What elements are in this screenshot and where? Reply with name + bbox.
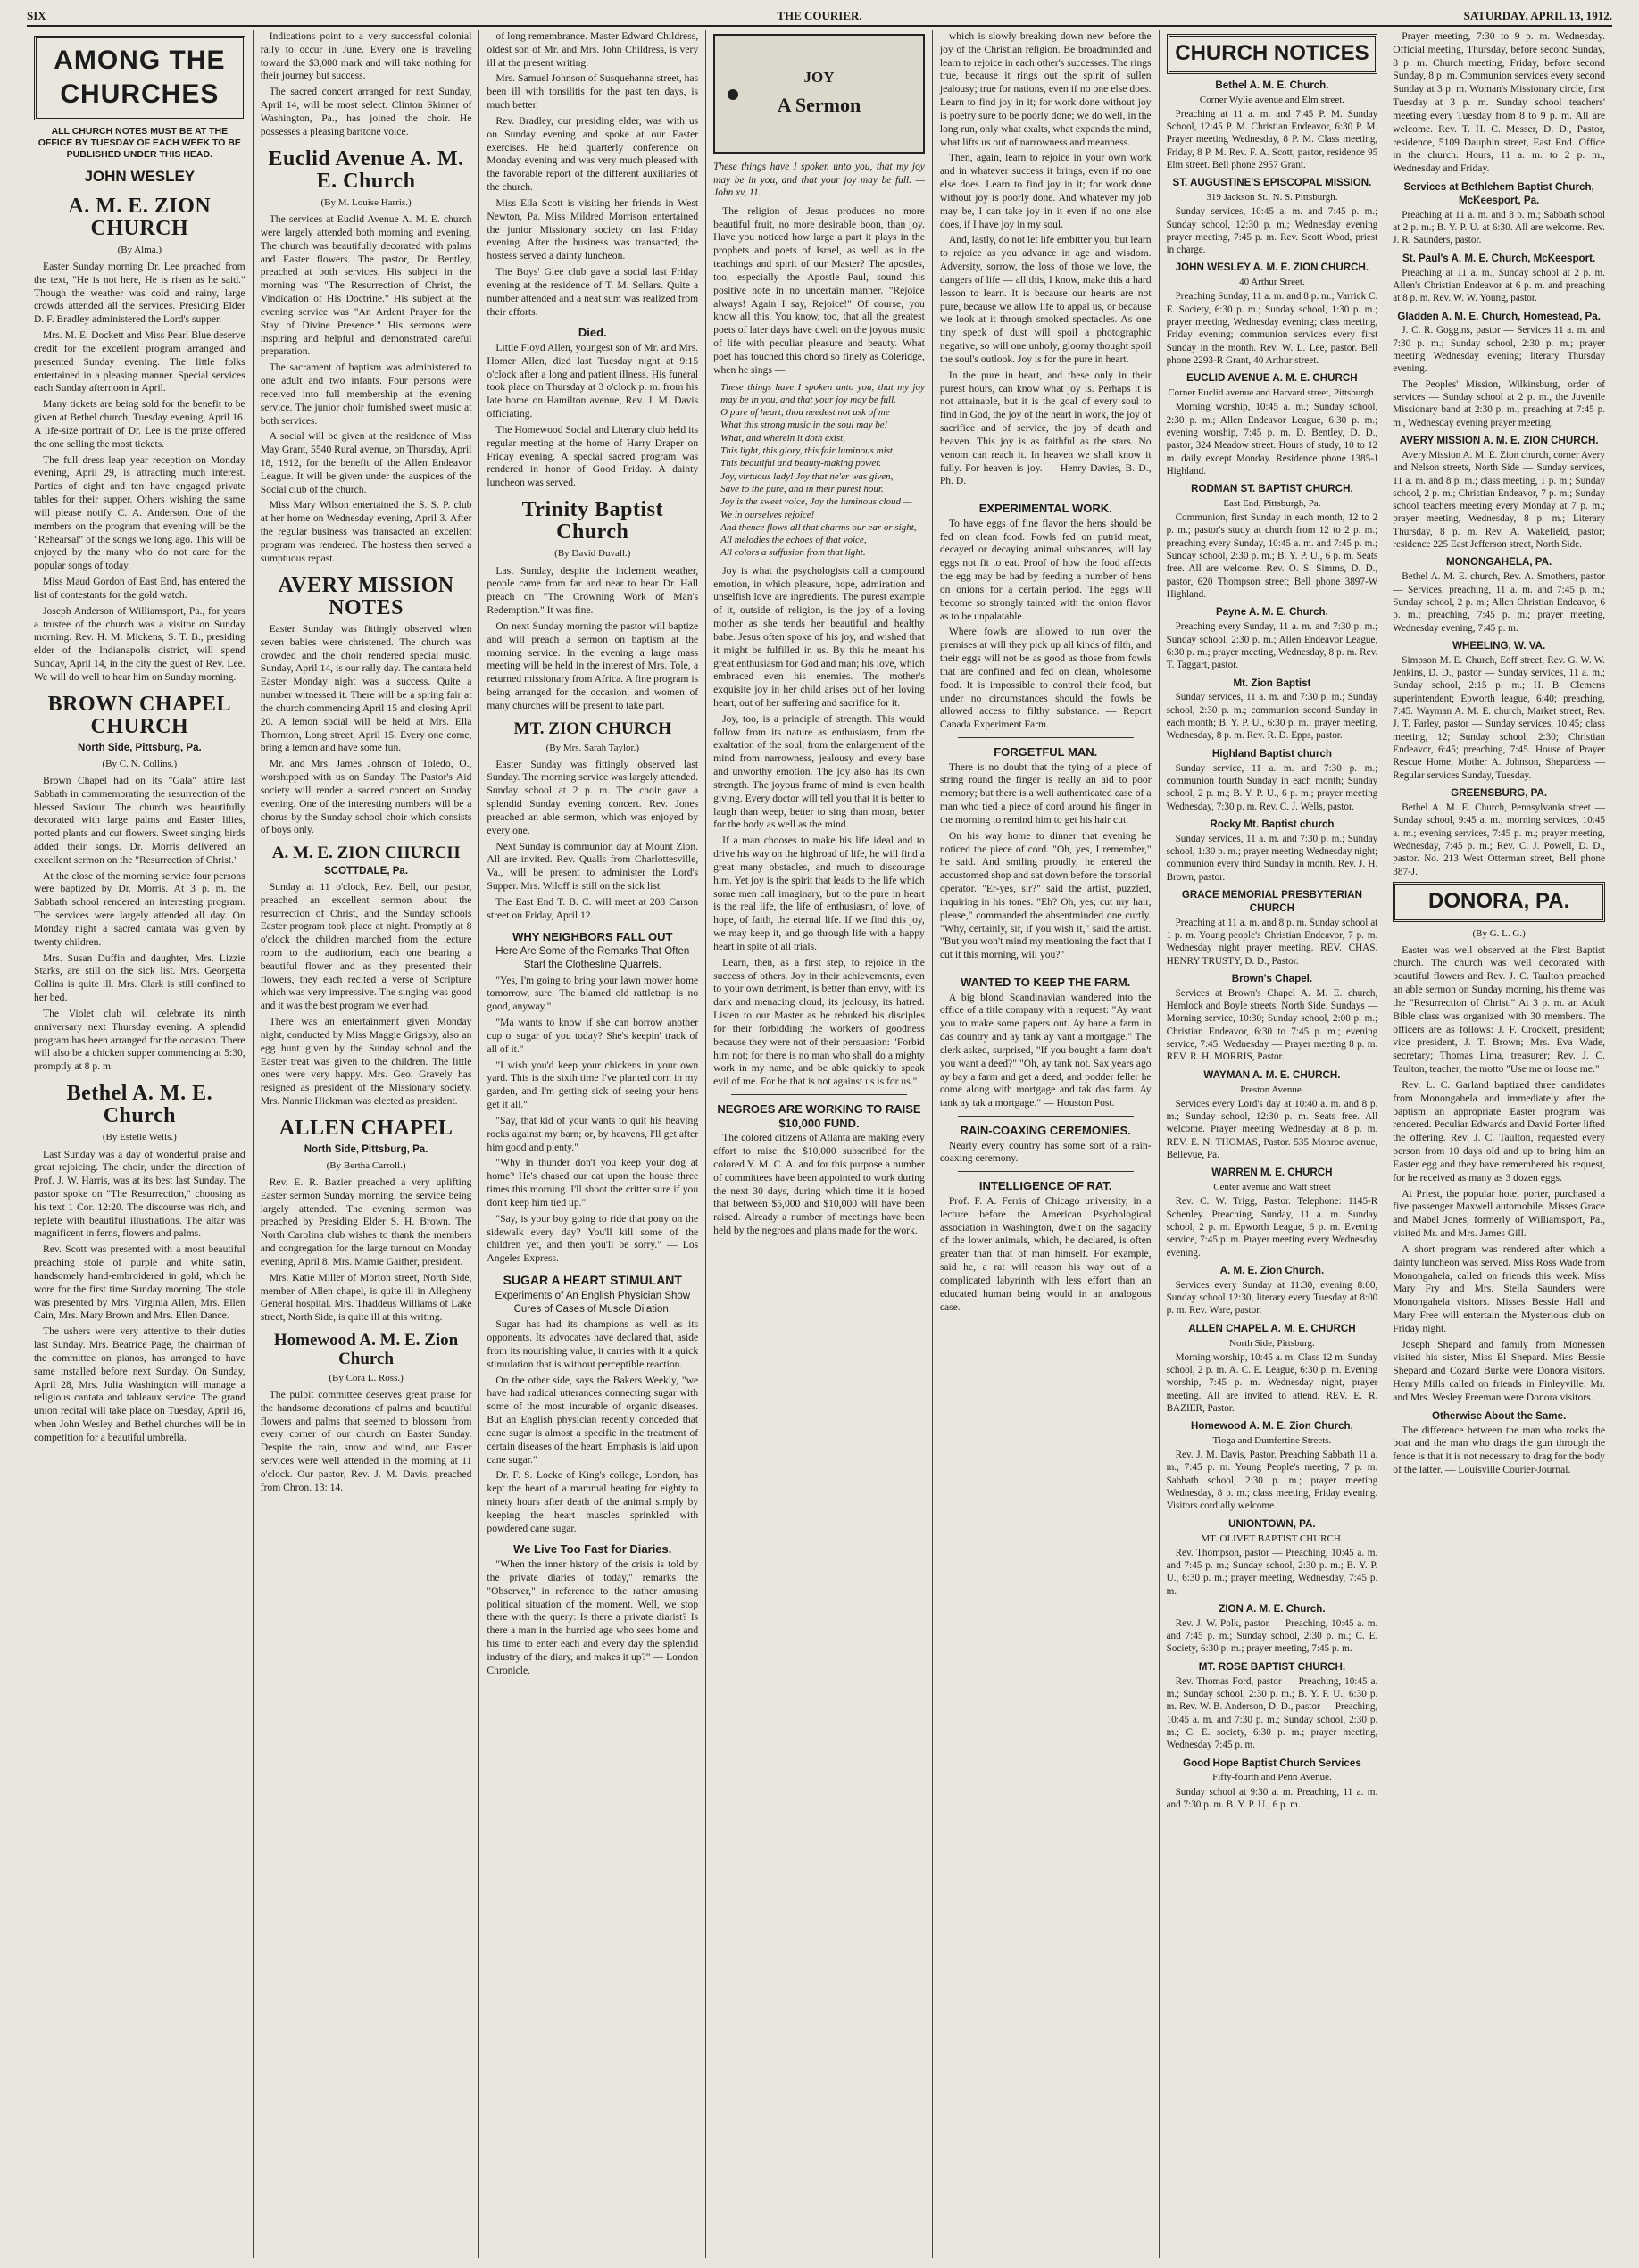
- article-headline: RAIN-COAXING CEREMONIES.: [960, 1124, 1131, 1138]
- article-headline: A. M. E. ZION CHURCH: [68, 194, 212, 240]
- paragraph: Nearly every country has some sort of a rain-coaxing ceremony.: [939, 1139, 1152, 1165]
- paragraph: The East End T. B. C. will meet at 208 Carson street on Friday, April 12.: [487, 895, 699, 921]
- article-headline: AVERY MISSION NOTES: [278, 573, 454, 619]
- church-listing-body: Sunday services, 10:45 a. m. and 7:45 p. m.; Sunday school, 12:30 p. m.; Wednesday evening prayer meeting, 7:45 p. m. Rev. Scott Wood, priest in charge.: [1166, 206, 1378, 256]
- article-headline: FORGETFUL MAN.: [994, 745, 1098, 759]
- sermon-banner: [713, 34, 925, 154]
- byline: (By Alma.): [117, 244, 162, 255]
- church-listing-body: Simpson M. E. Church, Eoff street, Rev. G. W. W. Jenkins, D. D., pastor — Sunday services, 11 a. m.; Sunday school, 2:15 p. m.; H. B. Clemens superintendent; Epworth league, 6:40; preaching, 7:45. Wayman A. M. E. church, Market street, Rev. J. T. Farley, pastor — Sunday services, 10:45; class meeting, 12; Sunday school, 2:30; Christian Endeavor, 6:45; preaching, 7:45. House of Prayer Rescue Home, Mother A. Johnson, Shepardess — Regular services Sunday, Tuesday.: [1393, 654, 1605, 781]
- church-listing-title: Highland Baptist church: [1211, 747, 1332, 760]
- church-listing-address: East End, Pittsburgh, Pa.: [1223, 498, 1321, 510]
- article-subhead: North Side, Pittsburg, Pa.: [78, 743, 202, 754]
- paragraph: The sacred concert arranged for next Sunday, April 14, will be most select. Clinton Skinner of Washington, Pa., has joined the choir. He possesses a pleasing baritone voice.: [260, 86, 472, 137]
- paragraph: If a man chooses to make his life ideal and to drive his way on the highroad of life, he will find a great many obstacles, and much to discourage him. Yet joy is the spirit that leads to the life which some men call imaginary, but to the pure in heart is the real life, the life of enthusiasm, of love, of hope, of faith, the eternal life. If we find this joy, we may keep it, and go through life with a happy heart in spite of all trials.: [713, 835, 925, 952]
- byline: (By Mrs. Sarah Taylor.): [545, 742, 639, 753]
- submission-notice: ALL CHURCH NOTES MUST BE AT THE OFFICE BY TUESDAY OF EACH WEEK TO BE PUBLISHED UNDER THIS HEAD.: [37, 125, 241, 161]
- church-listing-address: Tioga and Dumfertine Streets.: [1212, 1435, 1332, 1447]
- paragraph: "Ma wants to know if she can borrow another cup o' sugar of you today? She's keepin' track of all of it.": [487, 1017, 699, 1055]
- church-listing-title: Homewood A. M. E. Zion Church,: [1191, 1420, 1353, 1433]
- church-listing-title: WHEELING, W. VA.: [1452, 639, 1546, 652]
- article-headline: BROWN CHAPEL CHURCH: [47, 692, 232, 738]
- church-listing-body: Preaching at 11 a. m. and 8 p. m. Sunday school at 1 p. m. Young people's Christian Endeavor, 7 p. m. Wednesday night prayer meeting. REV. CHAS. HENRY TRUSTY, D. D., Pastor.: [1166, 917, 1378, 967]
- masthead: [27, 7, 1612, 27]
- church-listing-address: MT. OLIVET BAPTIST CHURCH.: [1201, 1533, 1344, 1544]
- article-headline: A. M. E. ZION CHURCH: [271, 843, 461, 863]
- newspaper-columns: [27, 30, 1612, 2258]
- church-listing-title: ALLEN CHAPEL A. M. E. CHURCH: [1188, 1322, 1356, 1334]
- paragraph: Prof. F. A. Ferris of Chicago university, in a lecture before the American Psychological association in Washington, dwelt on the sagacity of the lower animals, which, he declared, is often greater than that of man himself. For example, said he, a rat will reason his way out of a complicated labyrinth with less effort than an educated human being would in an analogous case.: [939, 1194, 1152, 1313]
- column-1: [27, 30, 254, 2258]
- paragraph: A big blond Scandinavian wandered into the office of a title company with a request: "Ay want you to make some papers out. Ay bane a farm in das country and ay tank ay vant a mortgage." The clerk asked, surprised, "If you bought a farm don't you want a deed?" "Oh, ay tank not. Sax years ago ay bay a farm and get a deed, and podder feller he come along with mortgage and tak das farm. Ay tank ay tak a mortgage." — Houston Post.: [939, 991, 1152, 1109]
- article-headline: SUGAR A HEART STIMULANT: [503, 1272, 682, 1287]
- paragraph: The religion of Jesus produces no more beautiful fruit, no more desirable boon, than joy. Have you noticed how large a part it plays in the prophets and poets of Israel, as well as in the teachings and spirit of our Master? The apostles, too, especially the Apostle Paul, sound this positive note in no uncertain manner. "Rejoice always! Again I say, Rejoice!" Of course, you know all this. You know, too, that all the greatest poets of later days have dwelt on the joyous music of life with peculiar pleasure and beauty. What poet has touched this chord so finely as Coleridge, when he sings —: [713, 204, 925, 376]
- church-listing-address: 40 Arthur Street.: [1239, 277, 1305, 288]
- church-listing-title: MONONGAHELA, PA.: [1445, 556, 1552, 569]
- article-subhead: SCOTTDALE, Pa.: [324, 866, 409, 877]
- paragraph: On next Sunday morning the pastor will baptize and will preach a sermon on baptism at the morning service. In the evening a large mass meeting will be held in the interest of Mrs. Tole, a returned missionary from Africa. A fine program is being arranged for the occasion, and women of many churches will be present to take part.: [487, 619, 699, 711]
- paragraph: Indications point to a very successful colonial rally to occur in June. Every one is traveling toward the $3,000 mark and will take nothing for their journey but success.: [260, 30, 472, 82]
- church-listing-title: A. M. E. Zion Church.: [1219, 1264, 1325, 1276]
- church-listing-body: Morning worship, 10:45 a. m.; Sunday school, 2:30 p. m.; Allen Endeavor League, 6:30 p. m.; evening worship, 7:45 p. m. D. Bentley, D. D., pastor, 324 Meadow street. Hours of study, 10 to 12 m. daily except Monday. Residence phone 1385-J Highland.: [1166, 402, 1378, 477]
- issue-date: SATURDAY, APRIL 13, 1912.: [1463, 9, 1612, 22]
- church-listing-address: North Side, Pittsburg.: [1229, 1337, 1315, 1349]
- byline: (By Estelle Wells.): [102, 1132, 177, 1143]
- paper-name: THE COURIER.: [777, 9, 862, 22]
- church-listing-title: ZION A. M. E. Church.: [1219, 1602, 1326, 1615]
- paragraph: At the close of the morning service four persons were baptized by Dr. Morris. At 3 p. m. the Sabbath school rendered an interesting program. The services were largely attended all day. On Monday night a sacred cantata was given by twenty children.: [34, 869, 245, 948]
- church-listing-title: St. Paul's A. M. E. Church, McKeesport.: [1402, 252, 1596, 264]
- church-listing-address: Preston Avenue.: [1240, 1084, 1304, 1095]
- article-headline: NEGROES ARE WORKING TO RAISE $10,000 FUND.: [717, 1102, 921, 1130]
- church-listing-title: Gladden A. M. E. Church, Homestead, Pa.: [1397, 310, 1601, 322]
- paragraph: There is no doubt that the tying of a piece of string round the finger is really an aid to poor memory; but there is a well authenticated case of a man who tied a piece of cord around his finger in the morning to remind him to get his hair cut.: [939, 760, 1152, 826]
- church-listing-title: GREENSBURG, PA.: [1451, 787, 1548, 800]
- section-title-box: AMONG THE CHURCHES: [34, 36, 245, 120]
- article-kicker: JOHN WESLEY: [84, 168, 196, 186]
- paragraph: Mrs. Susan Duffin and daughter, Mrs. Lizzie Starks, are still on the sick list. Mrs. Georgetta Collins is quite ill. Mrs. Clark is still confined to her bed.: [34, 951, 245, 1004]
- church-listing-title: JOHN WESLEY A. M. E. ZION CHURCH.: [1175, 262, 1369, 274]
- church-listing-body: Rev. Thomas Ford, pastor — Preaching, 10:45 a. m.; Sunday school, 2:30 p. m.; B. Y. P. U., 6:30 p. m. Rev. W. B. Anderson, D. D., pastor — Preaching, 10:45 a. m. and 7:30 p. m.; Sunday school, 2:30 p. m.; C. E. society, 6:30 p. m.; prayer meeting, Wednesday 7:45 p. m.: [1166, 1675, 1378, 1751]
- divider: [958, 737, 1134, 738]
- paragraph: The services at Euclid Avenue A. M. E. church were largely attended both morning and evening. The church was beautifully decorated with palms and Easter flowers. The pastor, Dr. Bentley, preached at both services. His subject in the morning was "The Resurrection of Christ, the Vindication of His Doctrine." His subject at the evening service was "An Ardent Prayer for the Stay of Divine Presence." His sermons were inspiring and helpful and demonstrated careful preparation.: [260, 213, 472, 358]
- paragraph: Joy is what the psychologists call a compound emotion, in which pleasure, hope, admiration and unselfish love are ingredients. The purest example of it, outside of religion, is the joy of a loving mother as she tends her beautiful and healthy babe. Jesus often spoke of his joy, and wished that it might be fulfilled in us. By this he meant his great enthusiasm for God and man; his love, which embraced even his enemies. The mother's exquisite joy in her child arises out of her loving heart, out of her suffering and sacrifice for it.: [713, 564, 925, 709]
- paragraph: Many tickets are being sold for the benefit to be given at Bethel church, Tuesday evening, April 16. A life-size portrait of Dr. Lee is the prize offered the one selling the most tickets.: [34, 398, 245, 450]
- paragraph: Miss Mary Wilson entertained the S. S. P. club at her home on Wednesday evening, April 3. After the regular business was transacted an excellent program was rendered. The hostess then served a sumptuous repast.: [260, 499, 472, 564]
- paragraph: Miss Maud Gordon of East End, has entered the list of contestants for the gold watch.: [34, 576, 245, 601]
- paragraph: A short program was rendered after which a dainty luncheon was served. Miss Ross Wade from Monongahela, called on friends this week. Miss Mary Fry and Mrs. Stella Saunders were Monongahela visitors. Misses Bessie Hall and Mary Free will entertain the Mysterious club on Friday night.: [1393, 1242, 1605, 1334]
- paragraph: Brown Chapel had on its "Gala" attire last Sabbath in commemorating the resurrection of the blessed Saviour. The church was beautifully decorated with large palms and Easter lilies, potted plants and cut flowers. Sweet singing birds added their songs. Dr. Morris delivered an excellent sermon on the "Resurrection of Christ.": [34, 774, 245, 866]
- paragraph: The colored citizens of Atlanta are making every effort to raise the $10,000 subscribed for the colored Y. M. C. A. and for this purpose a number of committees have been appointed to work during the next 30 days, during which time it is hoped that between $5,000 and $10,000 will have been raised. Already a number of meetings have been held by the negroes and plans made for the work.: [713, 1132, 925, 1236]
- divider: [731, 1094, 907, 1095]
- paragraph: Dr. F. S. Locke of King's college, London, has kept the heart of a mammal beating for eighty to ninety hours after death of the animal simply by keeping the heart muscles sprinkled with powdered cane sugar.: [487, 1469, 699, 1534]
- paragraph: The Violet club will celebrate its ninth anniversary next Thursday evening. A splendid program has been arranged for the occasion. There will also be a chicken supper commencing at 5:30, promptly at 8 p. m.: [34, 1007, 245, 1073]
- church-listing-title: Bethel A. M. E. Church.: [1215, 79, 1329, 91]
- byline: (By Cora L. Ross.): [329, 1372, 404, 1383]
- paragraph: There was an entertainment given Monday night, conducted by Miss Maggie Grigsby, also an egg hunt given by the Sunday school and the Easter treat was given to the children. The little ones were very happy. Mrs. Geo. Gravely has resigned as president of the Missionary society. Mrs. Nannie Hickman was elected as president.: [260, 1016, 472, 1108]
- paragraph: "When the inner history of the crisis is told by the private diaries of today," remarks the "Observer," in reference to the rather amusing political situation of the moment. Well, we stop there with the query: Is there a private diarist? Is there a man in the hurried age who sees home and his time to enter each and every day the splendid industry of the diary, and makes it up?" — London Chronicle.: [487, 1558, 699, 1676]
- paragraph: The Homewood Social and Literary club held its regular meeting at the home of Harry Draper on Friday evening. A special sacred program was rendered in honor of Good Friday. A dainty luncheon was served.: [487, 423, 699, 489]
- article-headline: Homewood A. M. E. Zion Church: [273, 1331, 459, 1368]
- paragraph: Easter Sunday was fittingly observed when seven babies were christened. The church was crowded and the choir rendered special music. Sunday, April 14, is our rally day. The cantata held Easter Monday night was a success. Quite a number witnessed it. There will be a spring fair at the church commencing April 15 and closing April 20. A lemon social will be held at Mrs. Ella Thornton, Long street, April 15. Every one come, bring a lemon and have some fun.: [260, 622, 472, 754]
- church-listing-body: Avery Mission A. M. E. Zion church, corner Avery and Nelson streets, North Side — Sunday services, 11 a. m. and 8 p. m.; class meeting, 1 p. m.; Sunday school, 2 p. m.; Christian Endeavor, 7 p. m.; Sunday school teachers meeting every Monday at 7 p. m.; prayer meeting, Wednesday, 8 p. m.; Literary Thursday, 8 p. m. Rev. A. Wakefield, pastor; residence 225 East Jefferson street, North Side.: [1393, 449, 1605, 551]
- paragraph: The sacrament of baptism was administered to one adult and two infants. Four persons were received into full membership at the evening service. The junior choir furnished sweet music at both services.: [260, 361, 472, 427]
- paragraph: Learn, then, as a first step, to rejoice in the success of others. Joy in their achievements, even to your own detriment, is better than envy, with its dark and menacing cloud, its jealousy, its hatred. Listen to our Master as he rebuked his disciples for their forbidding the workers of goodness because they were not of their persuasion: "Forbid him not; for there is no man who shall do a mighty work in my name, and be able quickly to speak evil of me. For he that is not against us is for us.": [713, 956, 925, 1088]
- church-listing-title: RODMAN ST. BAPTIST CHURCH.: [1191, 483, 1353, 495]
- paragraph: Where fowls are allowed to run over the premises at will they pick up all kinds of filth, and their eggs will not be as good as those from fowls that are confined and fed on clean, wholesome food. It is impossible to control their food, but under no circumstances should the fowls be allowed access to filthy substance. — Report Canada Experiment Farm.: [939, 626, 1152, 731]
- paragraph: "Say, that kid of your wants to quit his heaving rocks against my barn; or, by heavens, I'll get after him good and plenty.": [487, 1114, 699, 1153]
- church-listing-body: Bethel A. M. E. church, Rev. A. Smothers, pastor — Services, preaching, 11 a. m. and 7:45 p. m.; Sunday school, 2 p. m.; Allen Christian Endeavor, 6 p. m.; preaching, 7:45 p. m.; prayer meeting, Wednesday evening, 7:45 p. m.: [1393, 571, 1605, 634]
- paragraph: Rev. Scott was presented with a most beautiful preaching stole of purple and white satin, handsomely hand-embroidered in gold, which he wore for the first time Sunday morning. The stole was presented by Mrs. Virginia Allen, Mrs. Ellen Cain, Mrs. Mary Brown and Mrs. Ellen Dance.: [34, 1243, 245, 1322]
- church-listing-body: Rev. J. M. Davis, Pastor. Preaching Sabbath 11 a. m., 7:45 p. m. Young People's meeting, 7 p. m. Sabbath school, 2:30 p. m.; prayer meeting Wednesday, 8 p. m.; class meeting, Friday evening. Visitors cordially welcome.: [1166, 1450, 1378, 1512]
- paragraph: Mr. and Mrs. James Johnson of Toledo, O., worshipped with us on Sunday. The Pastor's Aid society will render a sacred concert on Sunday evening. One of the interesting numbers will be a chorus by the Sunday school choir which consists of boys only.: [260, 758, 472, 836]
- church-listing-title: Brown's Chapel.: [1231, 972, 1313, 984]
- scripture-text: These things have I spoken unto you, that my joy may be in you, and that your joy may be full. — John xv, 11.: [713, 162, 925, 199]
- byline: (By G. L. G.): [1472, 927, 1526, 939]
- church-listing-body: Services every Sunday at 11:30, evening 8:00, Sunday school 12:30, literary every Tuesday at 8:00 p. m. Rev. Ware, pastor.: [1166, 1279, 1378, 1317]
- church-listing-address: Fifty-fourth and Penn Avenue.: [1212, 1772, 1332, 1783]
- paragraph: And, lastly, do not let life embitter you, but learn to rejoice as you advance in age and wisdom. Adversity, sorrow, the loss of those we love, the dangers of life — all this, I know, make this a hard lesson to learn. It is because our hearts are not pure, because we allow life to appal us, or because we look at it through smoked spectacles. As one tiny speck of dust will spoil a photographic negative, so will one unholy, gloomy thought spoil the soul's outlook. Joy is for the pure in heart.: [939, 234, 1152, 365]
- article-headline: We Live Too Fast for Diaries.: [513, 1542, 672, 1557]
- article-headline: Bethel A. M. E. Church: [66, 1082, 213, 1128]
- paragraph: which is slowly breaking down new before the joy of the Christian religion. Be broadminded and learn to rejoice in each other's successes. The rings true, because it rings out the spirit of sullen jealousy; true for nations, even if no one else does. Learn to find joy in it; for work done without joy is poetry sure to be poorly done; we do well, in the long run, only what exalts, what expands the mind, what lifts us out of narrowness and meanness.: [939, 30, 1152, 148]
- column-7: [1385, 30, 1612, 2258]
- article-headline: EXPERIMENTAL WORK.: [978, 502, 1112, 516]
- church-listing-body: Preaching Sunday, 11 a. m. and 8 p. m.; Varrick C. E. Society, 6:30 p. m.; Sunday school, 1:30 p. m.; prayer meeting, Wednesday evening; class meeting, Friday evening; communion services every first Sunday in the month. Rev. W. L. Lee, pastor. Bell phone 2293-R Grant, 40 Arthur street.: [1166, 291, 1378, 367]
- divider: [958, 1171, 1134, 1172]
- paragraph: Joseph Anderson of Williamsport, Pa., for years a trustee of the church was a visitor on Sunday morning. Rev. H. M. Mickens, S. T. B., presiding elder of the Indianapolis district, will spend Sunday, April 14, in the city the guest of Rev. Lee. We will do well to hear him on Sunday morning.: [34, 604, 245, 683]
- church-listing-title: WARREN M. E. CHURCH: [1211, 1167, 1333, 1179]
- byline: (By C. N. Collins.): [102, 758, 178, 769]
- church-listing-address: Corner Euclid avenue and Harvard street, Pittsburgh.: [1168, 387, 1377, 399]
- church-listing-body: Bethel A. M. E. Church, Pennsylvania street — Sunday school, 9:45 a. m.; morning services, 10:45 a. m.; evening services, 7:45 p. m.; prayer meeting, Wednesday, 7:45 p. m.; Rev. C. J. Powell, D. D., pastor. No. 213 West Otterman street, Bell phone 387-J.: [1393, 802, 1605, 877]
- article-subhead: Experiments of An English Physician Show Cures of Cases of Muscle Dilation.: [495, 1290, 691, 1315]
- paragraph: On the other side, says the Bakers Weekly, "we have had radical utterances connecting sugar with some of the most incurable of organic diseases. But an English physician recently conceded that cane sugar is almost a specific in the treatment of certain diseases of the heart. Emphasis is laid upon cane sugar.": [487, 1374, 699, 1466]
- church-listing-address: Corner Wylie avenue and Elm street.: [1199, 94, 1345, 105]
- church-listing-title: MT. ROSE BAPTIST CHURCH.: [1198, 1660, 1346, 1673]
- byline: (By M. Louise Harris.): [320, 197, 412, 208]
- paragraph: The Boys' Glee club gave a social last Friday evening at the residence of T. M. Sellars. Quite a number attended and a neat sum was realized from their efforts.: [487, 266, 699, 318]
- church-listing-body: Services at Brown's Chapel A. M. E. church, Hemlock and Boyle streets, North Side. Sundays — Morning service, 10:30; Sunday school, 2:00 p. m.; Christian Endeavor, 6:30 to 7:45 p. m.; evening service, 7:45. Wednesday — Prayer meeting 8 p. m. REV. R. H. MORRIS, Pastor.: [1166, 987, 1378, 1063]
- paragraph: Easter Sunday morning Dr. Lee preached from the text, "He is not here, He is risen as he said." Though the weather was cold and rainy, large crowds attended all the services. Presiding Elder D. F. Bradley administered the Lord's supper.: [34, 261, 245, 326]
- church-listing-body: Preaching at 11 a. m. and 8 p. m.; Sabbath school at 2 p. m.; B. Y. P. U. at 6:30. All are welcome. Rev. J. R. Saunders, pastor.: [1393, 209, 1605, 246]
- column-2: [254, 30, 480, 2258]
- paragraph: Easter Sunday was fittingly observed last Sunday. The morning service was largely attended. Sunday school at 2 p. m. The choir gave a splendid Sunday evening concert. Rev. Jones preached an able sermon, which was enjoyed by every one.: [487, 758, 699, 836]
- paragraph: "Why in thunder don't you keep your dog at home? He's chased our cat upon the house three times this morning. I'll shoot the critter sure if you don't keep him tied up.": [487, 1157, 699, 1209]
- paragraph: "Yes, I'm going to bring your lawn mower home tomorrow, sure. The blamed old rattletrap is no good, anyway.": [487, 974, 699, 1013]
- church-listing-title: Mt. Zion Baptist: [1233, 677, 1311, 689]
- church-listing-title: AVERY MISSION A. M. E. ZION CHURCH.: [1399, 435, 1599, 447]
- paragraph: In the pure in heart, and these only in their purest hours, can know what joy is. Perhaps it is not attainable, but it is the goal of every soul to find in God, the joy of the heart in work, the joy of sacrifice and of service, the joy of death and heaven. This joy is as faithful as the stars. No venom can reach it. In heaven we shall know it fully. For heaven is joy. — Henry Davies, B. D., Ph. D.: [939, 369, 1152, 487]
- article-headline: INTELLIGENCE OF RAT.: [978, 1179, 1112, 1193]
- paragraph: Last Sunday, despite the inclement weather, people came from far and near to hear Dr. Hall preach on "The Crowning Work of Man's Redemption." It was fine.: [487, 564, 699, 617]
- paragraph: "I wish you'd keep your chickens in your own yard. This is the sixth time I've planted corn in my garden, and I'm getting sick of seeing your hens get it all.": [487, 1059, 699, 1111]
- divider: [958, 1116, 1134, 1117]
- church-notices-title: CHURCH NOTICES: [1167, 34, 1378, 74]
- church-listing-address: 319 Jackson St., N. S. Pittsburgh.: [1206, 192, 1338, 204]
- church-listing-body: Sunday services, 11 a. m. and 7:30 p. m.; Sunday school, 1:30 p. m.; prayer meeting Wednesday night; communion every third Sunday in month. Rev. J. H. Brown, pastor.: [1166, 833, 1378, 883]
- article-headline-box: DONORA, PA.: [1393, 882, 1605, 922]
- poem: These things have I spoken unto you, that my joy may be in you, and that your joy may be full. O pure of heart, thou needest not ask of me What this strong music in the soul may be! What, and wherein it doth exist, This light, this glory, this fair luminous mist, This beautiful and beauty-making power. Joy, virtuous lady! Joy that ne'er was given, Save to the pure, and in their purest hour. Joy is the sweet voice, Joy the luminous cloud — We in ourselves rejoice! And thence flows all that charms our ear or sight, All melodies the echoes of that voice, All colors a suffusion from that light.: [720, 381, 925, 559]
- church-listing-body: Preaching every Sunday, 11 a. m. and 7:30 p. m.; Sunday school, 2:30 p. m.; Allen Endeavor League, 6:30 p. m.; prayer meeting, Wednesday, 8 p. m. Rev. T. Taggart, pastor.: [1166, 621, 1378, 671]
- church-listing-title: Payne A. M. E. Church.: [1216, 606, 1328, 619]
- paragraph: Easter was well observed at the First Baptist church. The church was well decorated with beautiful flowers and Rev. J. C. Taulton preached an able sermon on Sunday morning, his theme was the "Resurrection of Christ." At 3 p. m. an Adult Bible class was organized with 30 members. The officers are as follows: J. F. Crockett, president; vice president, J. T. Brown; Mrs. Eva Wade, secretary; Thomas Lima, treasurer; Rev. J. C. Taulton, teacher, the motto "Use me or loose me.": [1393, 943, 1605, 1076]
- church-listing-title: UNIONTOWN, PA.: [1228, 1517, 1316, 1530]
- paragraph: Rev. E. R. Bazier preached a very uplifting Easter sermon Sunday morning, the service being largely attended. The evening sermon was preached by Presiding Elder S. H. Brown. The North Carolina club wishes to thank the members and congregation for the large turnout on Monday evening, April 8. Mrs. Mamie Gaither, president.: [260, 1176, 472, 1267]
- column-6: [1160, 30, 1386, 2258]
- article-headline: ALLEN CHAPEL: [279, 1116, 453, 1140]
- column-3: [479, 30, 706, 2258]
- paragraph: Joseph Shepard and family from Monessen visited his sister, Miss El Shepard. Miss Bessie Shepard and Cozard Burke were Donora visitors. Henry Mills called on friends in Finleyville. Mr. and Mrs. Wesley Freeman were Donora visitors.: [1393, 1338, 1605, 1403]
- paragraph: Mrs. Samuel Johnson of Susquehanna street, has been ill with tonsilitis for the past ten days, is much better.: [487, 72, 699, 112]
- article-headline: Otherwise About the Same.: [1431, 1409, 1567, 1422]
- article-subhead: North Side, Pittsburg, Pa.: [304, 1144, 428, 1156]
- paragraph: Next Sunday is communion day at Mount Zion. All are invited. Rev. Qualls from Charlottesville, Va., will be present to administer the Lord's Supper. Mrs. Wiloff is still on the sick list.: [487, 840, 699, 893]
- paragraph: Rev. L. C. Garland baptized three candidates from Monongahela and immediately after the baptism an appropriate Easter program was rendered. Peculiar Edwards and David Porter lifted the offering. Rev. J. C. Taulton, requested every person from 10 days old and up to bring him an Easter egg and they have remembered his request, for he received as many as 3 dozen eggs.: [1393, 1078, 1605, 1184]
- article-headline: MT. ZION CHURCH: [513, 719, 672, 738]
- sermon-subtitle: A Sermon: [777, 94, 861, 116]
- church-listing-title: Good Hope Baptist Church Services: [1183, 1757, 1361, 1769]
- church-listing-body: Sunday school at 9:30 a. m. Preaching, 11 a. m. and 7:30 p. m. B. Y. P. U., 6 p. m.: [1166, 1786, 1378, 1810]
- church-listing-body: J. C. R. Goggins, pastor — Services 11 a. m. and 7:30 p. m.; Sunday school, 2:30 p. m.; prayer meeting Wednesday evening; literary Thursday evening.: [1393, 325, 1605, 375]
- church-listing-body: Morning worship, 10:45 a. m. Class 12 m. Sunday school, 2 p. m. A. C. E. League, 6:30 p. m. Evening worship, 7:45 p. m. Wednesday night, prayer meeting. All are invited to attend. REV. E. R. BAZIER, Pastor.: [1166, 1351, 1378, 1414]
- column-5: [933, 30, 1160, 2258]
- paragraph: Rev. Bradley, our presiding elder, was with us on Sunday evening and spoke at our Easter exercises. He held quarterly conference on Monday evening and was very much pleased with the favorable report of the different auxiliaries of the church.: [487, 114, 699, 194]
- church-listing-title: ST. AUGUSTINE'S EPISCOPAL MISSION.: [1172, 177, 1372, 189]
- church-listing-body: Sunday service, 11 a. m. and 7:30 p. m.; communion fourth Sunday in each month; Sunday school, 2 p. m.; B. Y. P. U., 6 p. m.; prayer meeting Wednesday, 7:30 p. m. Rev. C. J. Wells, pastor.: [1166, 762, 1378, 812]
- page-number: SIX: [27, 9, 46, 22]
- article-headline: Trinity Baptist Church: [521, 498, 663, 544]
- paragraph: of long remembrance. Master Edward Childress, oldest son of Mr. and Mrs. John Childress, is very ill at the present writing.: [487, 30, 699, 69]
- paragraph: The pulpit committee deserves great praise for the handsome decorations of palms and beautiful flowers and palms that seemed to blossom from every corner of our church on Easter Sunday. Despite the rain, snow and wind, our Easter services were well attended in the morning at 11 o'clock. Our pastor, Rev. J. M. Davis, preached from Chron. 13: 14.: [260, 1388, 472, 1493]
- church-listing-body: Services every Lord's day at 10:40 a. m. and 8 p. m.; Sunday school, 12:30 p. m. Seats free. All welcome. Prayer meeting Wednesday at 8 p. m. REV. E. N. THOMAS, Pastor. 535 Monroe avenue, Bellevue, Pa.: [1166, 1098, 1378, 1160]
- church-listing-body: Preaching at 11 a. m., Sunday school at 2 p. m. Allen's Christian Endeavor at 6 p. m. and preaching at 8 p. m. Rev. W. W. Young, pastor.: [1393, 267, 1605, 304]
- article-headline: Euclid Avenue A. M. E. Church: [268, 146, 464, 193]
- article-headline: WHY NEIGHBORS FALL OUT: [512, 929, 673, 943]
- paragraph: Sunday at 11 o'clock, Rev. Bell, our pastor, preached an excellent sermon about the resurrection of Christ, and the Sunday schools Easter program took place at night. Promptly at 8 o'clock the children marched from the lecture room to the auditorium, each one bearing a beautiful flower and as they presented their flowers, they each recited a verse of Scripture which was very impressive. The singing was good and it was the best program we ever had.: [260, 880, 472, 1012]
- paragraph: Mrs. M. E. Dockett and Miss Pearl Blue deserve credit for the excellent program arranged and presented Sunday evening. The little folks entertained in a pleasing manner. Special services each Sunday afternoon in April.: [34, 329, 245, 395]
- byline: (By Bertha Carroll.): [326, 1159, 406, 1171]
- church-listing-body: Preaching at 11 a. m. and 7:45 P. M. Sunday School, 12:45 P. M. Christian Endeavor, 6:30 P. M. Prayer meeting Wednesday, 8 P. M. Class meeting, Friday, 8 P. M. Rev. F. A. Scott, pastor, residence 95 Elm street. Bell phone 2957 Grant.: [1166, 108, 1378, 170]
- byline: (By David Duvall.): [554, 548, 631, 560]
- paragraph: Sugar has had its champions as well as its opponents. Its advocates have declared that, aside from its nourishing value, it carries with it a quick stimulation that is without perceptible reaction.: [487, 1318, 699, 1370]
- church-listing-body: Rev. C. W. Trigg, Pastor. Telephone: 1145-R Schenley. Preaching, Sunday, 11 a. m. Sunday school, 2 p. m. Epworth League, 6 p. m. Evening service, 7:45 p. m. Prayer meeting every Wednesday evening.: [1166, 1196, 1378, 1259]
- paragraph: Last Sunday was a day of wonderful praise and great rejoicing. The choir, under the direction of Prof. J. W. Harris, was at its best last Sunday. The pastor spoke on "The Resurrection," choosing as his text 1 Cor. 12:20. The discourse was rich, and replete with beautiful illustrations. The altar was magnificent in ferns, flowers and palms.: [34, 1148, 245, 1240]
- paragraph: The full dress leap year reception on Monday evening, April 29, is attracting much interest. Parties of eight and ten have engaged private tables for their supper. Others wishing the same will please notify C. A. Anderson. One of the members on the program that evening will be the "Rehearsal" of the songs we long ago. This will be enjoyed by the many who do not care for the popular songs of today.: [34, 453, 245, 572]
- subheading: Died.: [578, 326, 607, 340]
- church-listing-title: WAYMAN A. M. E. CHURCH.: [1203, 1068, 1341, 1081]
- church-listing-title: Rocky Mt. Baptist church: [1210, 818, 1335, 830]
- sermon-title: JOY: [803, 69, 835, 86]
- paragraph: Miss Ella Scott is visiting her friends in West Newton, Pa. Miss Mildred Morrison entertained the junior Missionary society on last Friday evening. After the business was transacted, the hostess served a dainty luncheon.: [487, 196, 699, 262]
- church-listing-body: The Peoples' Mission, Wilkinsburg, order of services — Sunday school at 2 p. m., the Juvenile Missionary band at 2:30 p. m., preaching at 7:45 p. m., Wednesday evening prayer meeting.: [1393, 378, 1605, 428]
- column-4: [706, 30, 933, 2258]
- paragraph: The difference between the man who rocks the boat and the man who drags the gun through the fence is that it is not necessary to drag for the body of the latter. — Louisville Courier-Journal.: [1393, 1424, 1605, 1476]
- church-listing-body: Rev. J. W. Polk, pastor — Preaching, 10:45 a. m. and 7:45 p. m.; Sunday school, 2:30 p. m.; C. E. Society, 6:30 p. m.; prayer meeting, 7:45 p. m.: [1166, 1617, 1378, 1655]
- church-listing-body: Sunday services, 11 a. m. and 7:30 p. m.; Sunday school, 2:30 p. m.; communion second Sunday in each month; B. Y. P. U., 6:30 p. m.; prayer meeting, Wednesday, 8 p. m. Rev. R. D. Epps, pastor.: [1166, 692, 1378, 742]
- church-listing-address: Center avenue and Watt street: [1213, 1182, 1331, 1193]
- paragraph: The ushers were very attentive to their duties last Sunday. Mrs. Beatrice Page, the chairman of the committee on pianos, has arranged to have same installed before next Sunday. On Sunday, April 28, Mrs. Julia Washington will manage a religious cantata and tableaux service. The grand union recital will take place on Tuesday, April 16, when John Wesley and Bethel churches will be in competition for a beautiful umbrella.: [34, 1325, 245, 1443]
- church-listing-title: EUCLID AVENUE A. M. E. CHURCH: [1186, 372, 1358, 385]
- paragraph: On his way home to dinner that evening he noticed the piece of cord. "Oh, yes, I remember," he said. And smiling proudly, he entered the accustomed shop and sat down before the tonsorial operator. "Er-yes, sir?" said the artist, puzzled, inquiring in his tones. "Eh? Oh, yes; cut my hair, please," commanded the absentminded one curtly. "Why, certainly, sir, if you wish it," said the artist. "But you won't mind my mentioning the fact that I cut it this morning, will you?": [939, 829, 1152, 961]
- paragraph: "Say, is your boy going to ride that pony on the sidewalk every day? You'll kill some of the children yet, and then you'll be sorry." — Los Angeles Express.: [487, 1212, 699, 1265]
- paragraph: Prayer meeting, 7:30 to 9 p. m. Wednesday. Official meeting, Thursday, before second Sunday, 8 p. m. Church meeting, Friday, before second Sunday, 8 p. m. Communion services every second Sunday at 3 p. m. Woman's Missionary circle, first Tuesday at 3 p. m. Sunday school teachers' meeting every Tuesday from 8 to 9 p. m. All are welcome. Rev. T. H. C. Messer, D. D., Pastor, residence, 5109 Dauphin street, East End. Office in the church. Hours, 11 a. m. to 2 p. m., Wednesday and Friday.: [1393, 30, 1605, 175]
- church-listing-body: Rev. Thompson, pastor — Preaching, 10:45 a. m. and 7:45 p. m.; Sunday school, 2:30 p. m.; B. Y. P. U., 6:30 p. m.; prayer meeting, Wednesday, 7:45 p. m.: [1166, 1547, 1378, 1597]
- church-listing-body: Communion, first Sunday in each month, 12 to 2 p. m.; pastor's study at church from 12 to 2 p. m.; preaching every Sunday, 10:45 a. m. and 7:45 p. m.; Sunday school, 2:30 p. m.; B. Y. P. U., 6 p. m. Seats free. All are welcome. Rev. O. S. Simms, D. D., pastor, 620 Thompson street; Bell phone 3897-W Highland.: [1166, 512, 1378, 601]
- paragraph: Little Floyd Allen, youngest son of Mr. and Mrs. Homer Allen, died last Tuesday night at 9:15 o'clock after a long and patient illness. His funeral took place on Thursday at 3 o'clock p. m. from his late home on Hamilton avenue, Rev. J. M. Davis officiating.: [487, 341, 699, 420]
- paragraph: Joy, too, is a principle of strength. This would follow from its nature as enthusiasm, from the exaltation of the soul, from the enlargement of the mind from narrowness, jealousy and every base and unworthy emotion. The joy also has its own strength. The joyous frame of mind is even health giving. Every doctor will tell you that it is better to laugh than weep, better to sing than moan, better for the body as well as the mind.: [713, 712, 925, 831]
- paragraph: At Priest, the popular hotel porter, purchased a five passenger Maxwell automobile. Misses Grace and Mabel Jones, formerly of Williamsport, Pa., visited Mr. and Mrs. James Gill.: [1393, 1187, 1605, 1240]
- church-listing-title: Services at Bethlehem Baptist Church, McKeesport, Pa.: [1403, 181, 1594, 206]
- article-subhead: Here Are Some of the Remarks That Often Start the Clothesline Quarrels.: [495, 946, 690, 970]
- paragraph: A social will be given at the residence of Miss May Grant, 5540 Rural avenue, on Thursday, April 18, 1912, for the benefit of the Allen Endeavor League. It will be given under the auspices of the Social club of the church.: [260, 430, 472, 495]
- paragraph: Mrs. Katie Miller of Morton street, North Side, member of Allen chapel, is quite ill in Allegheny General hospital. Mrs. Thaddeus Williams of Lake street, North Side, is quite ill at this writing.: [260, 1271, 472, 1324]
- paragraph: To have eggs of fine flavor the hens should be fed on clean food. Fowls fed on putrid meat, decayed or decaying animal substances, will lay eggs not fit to eat. Proof of how the food affects the egg may be had by feeding a number of hens on onions for a certain period. The eggs will become so strongly tainted with the onion flavor as to be unpalatable.: [939, 517, 1152, 622]
- paragraph: Then, again, learn to rejoice in your own work and in whatever success it brings, even if no one else does. Learn to find joy in it; for work done without joy is poorly done. And whatever my job may be, I can take joy in it even if no one else does, if I have joy in my soul.: [939, 152, 1152, 230]
- church-listing-title: GRACE MEMORIAL PRESBYTERIAN CHURCH: [1181, 889, 1362, 914]
- article-headline: WANTED TO KEEP THE FARM.: [961, 976, 1131, 990]
